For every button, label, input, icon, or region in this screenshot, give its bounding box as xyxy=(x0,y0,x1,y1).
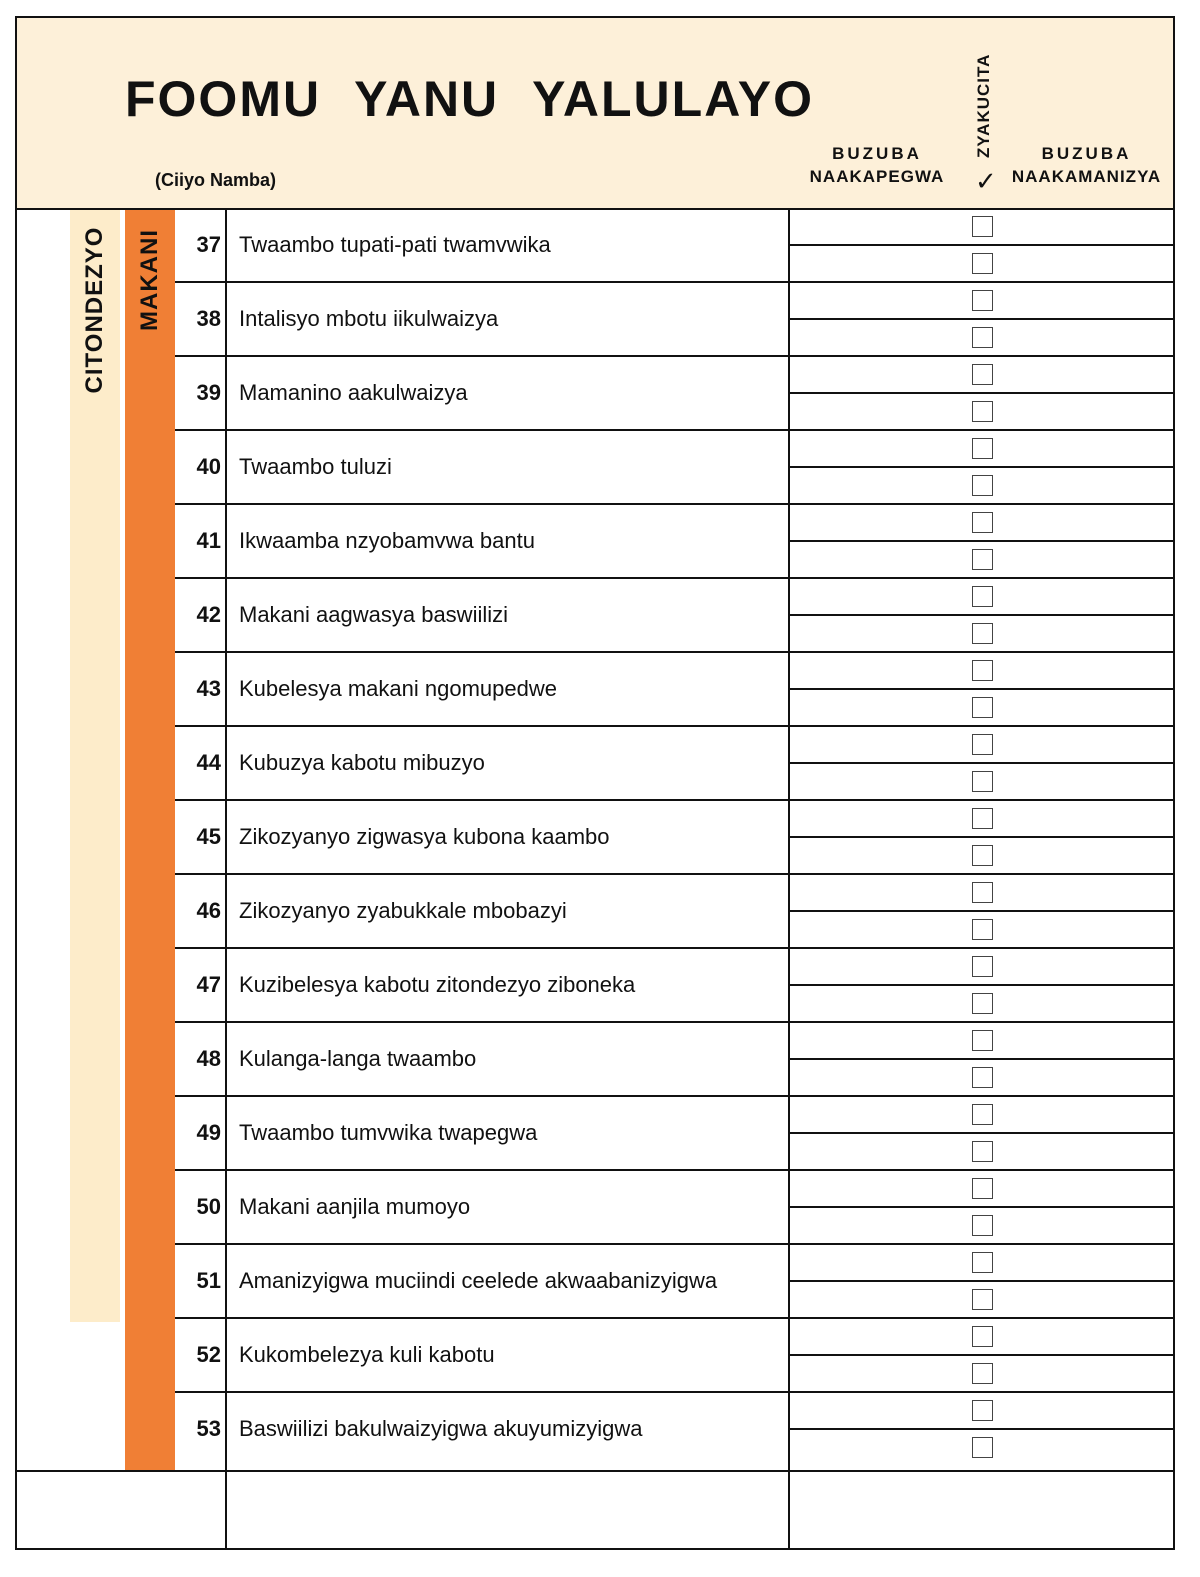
study-form xyxy=(15,16,1175,1550)
row-rule xyxy=(790,762,1173,764)
study-point-title: Zikozyanyo zigwasya kubona kaambo xyxy=(239,824,610,849)
exercise-checkbox[interactable] xyxy=(972,1289,993,1310)
column-divider xyxy=(225,208,227,1550)
study-point-number: 52 xyxy=(196,1342,221,1367)
column-divider xyxy=(788,208,790,1550)
row-rule xyxy=(790,1206,1173,1208)
study-point-row xyxy=(175,282,1173,356)
study-point-title: Mamanino aakulwaizya xyxy=(239,380,468,405)
exercise-checkbox[interactable] xyxy=(972,808,993,829)
study-point-number: 44 xyxy=(196,750,221,775)
exercise-checkbox[interactable] xyxy=(972,623,993,644)
exercise-checkbox[interactable] xyxy=(972,327,993,348)
study-point-row xyxy=(175,800,1173,874)
form-header xyxy=(17,18,1173,210)
column-header-line: NAAKAMANIZYA xyxy=(1011,167,1162,186)
column-header-date-completed xyxy=(1009,142,1164,188)
column-header-line: BUZUBA xyxy=(832,144,922,163)
study-point-number: 53 xyxy=(196,1416,221,1441)
row-rule xyxy=(790,466,1173,468)
category-band xyxy=(70,210,120,1322)
exercise-checkbox[interactable] xyxy=(972,734,993,755)
study-point-number: 41 xyxy=(196,528,221,553)
study-point-row xyxy=(175,1392,1173,1466)
study-point-number: 47 xyxy=(196,972,221,997)
study-point-title: Twaambo tupati-pati twamvwika xyxy=(239,232,551,257)
exercise-checkbox[interactable] xyxy=(972,845,993,866)
exercise-checkbox[interactable] xyxy=(972,1400,993,1421)
row-rule xyxy=(790,1280,1173,1282)
study-point-row xyxy=(175,1318,1173,1392)
row-rule xyxy=(790,1132,1173,1134)
study-point-title: Makani aanjila mumoyo xyxy=(239,1194,471,1219)
study-point-row xyxy=(175,1244,1173,1318)
row-rule xyxy=(790,244,1173,246)
row-rule xyxy=(790,1428,1173,1430)
row-rule xyxy=(790,540,1173,542)
study-point-title: Zikozyanyo zyabukkale mbobazyi xyxy=(239,898,567,923)
study-point-number: 48 xyxy=(196,1046,221,1071)
exercise-checkbox[interactable] xyxy=(972,882,993,903)
study-point-title: Baswiilizi bakulwaizyigwa akuyumizyigwa xyxy=(239,1416,643,1441)
exercise-checkbox[interactable] xyxy=(972,1178,993,1199)
column-header-line: NAAKAPEGWA xyxy=(809,167,945,186)
study-point-row xyxy=(175,652,1173,726)
form-title: FOOMU YANU YALULAYO xyxy=(125,71,814,127)
row-rule xyxy=(790,318,1173,320)
exercise-checkbox[interactable] xyxy=(972,956,993,977)
exercise-checkbox[interactable] xyxy=(972,253,993,274)
study-point-title: Makani aagwasya baswiilizi xyxy=(239,602,509,627)
study-point-row xyxy=(175,1096,1173,1170)
study-point-number: 39 xyxy=(196,380,221,405)
study-point-number: 38 xyxy=(196,306,221,331)
study-point-number: 43 xyxy=(196,676,221,701)
exercise-checkbox[interactable] xyxy=(972,475,993,496)
exercise-checkbox[interactable] xyxy=(972,216,993,237)
study-point-row xyxy=(175,504,1173,578)
exercise-checkbox[interactable] xyxy=(972,1363,993,1384)
exercise-checkbox[interactable] xyxy=(972,993,993,1014)
study-point-row xyxy=(175,1170,1173,1244)
study-point-row xyxy=(175,874,1173,948)
study-point-title: Kubuzya kabotu mibuzyo xyxy=(239,750,485,775)
exercise-checkbox[interactable] xyxy=(972,1067,993,1088)
row-rule xyxy=(790,392,1173,394)
exercise-checkbox[interactable] xyxy=(972,438,993,459)
exercise-checkbox[interactable] xyxy=(972,771,993,792)
row-rule xyxy=(790,1354,1173,1356)
column-header-exercises xyxy=(965,53,995,158)
row-rule xyxy=(790,984,1173,986)
study-point-title: Kubelesya makani ngomupedwe xyxy=(239,676,557,701)
category-band-label: CITONDEZYO xyxy=(81,226,108,394)
study-point-title: Kulanga-langa twaambo xyxy=(239,1046,477,1071)
study-point-title: Ikwaamba nzyobamvwa bantu xyxy=(239,528,535,553)
exercise-checkbox[interactable] xyxy=(972,1215,993,1236)
exercise-checkbox[interactable] xyxy=(972,1141,993,1162)
exercise-checkbox[interactable] xyxy=(972,1437,993,1458)
row-rule xyxy=(790,614,1173,616)
study-point-number: 42 xyxy=(196,602,221,627)
study-point-row xyxy=(175,208,1173,282)
row-rule xyxy=(790,910,1173,912)
exercise-checkbox[interactable] xyxy=(972,290,993,311)
subcategory-band-label: MAKANI xyxy=(136,229,163,331)
form-subtitle: (Ciiyo Namba) xyxy=(155,170,277,190)
row-rule xyxy=(790,688,1173,690)
exercise-checkbox[interactable] xyxy=(972,1326,993,1347)
study-point-title: Kuzibelesya kabotu zitondezyo ziboneka xyxy=(239,972,636,997)
study-point-row xyxy=(175,356,1173,430)
table-bottom-rule xyxy=(17,1470,1173,1472)
study-point-title: Twaambo tumvwika twapegwa xyxy=(239,1120,538,1145)
study-point-number: 46 xyxy=(196,898,221,923)
study-point-row xyxy=(175,1022,1173,1096)
study-point-row xyxy=(175,578,1173,652)
subcategory-band xyxy=(125,210,175,1472)
exercise-checkbox[interactable] xyxy=(972,1252,993,1273)
study-point-row xyxy=(175,726,1173,800)
exercise-checkbox[interactable] xyxy=(972,364,993,385)
row-rule xyxy=(790,836,1173,838)
study-point-number: 45 xyxy=(196,824,221,849)
exercise-checkbox[interactable] xyxy=(972,697,993,718)
study-point-row xyxy=(175,430,1173,504)
exercise-checkbox[interactable] xyxy=(972,549,993,570)
exercise-checkbox[interactable] xyxy=(972,919,993,940)
column-header-exercises-label: ZYAKUCITA xyxy=(974,53,993,158)
exercise-checkbox[interactable] xyxy=(972,1030,993,1051)
exercise-checkbox[interactable] xyxy=(972,401,993,422)
column-header-date-received xyxy=(807,142,947,188)
checkmark-icon: ✓ xyxy=(975,166,997,196)
exercise-checkbox[interactable] xyxy=(972,512,993,533)
study-point-number: 50 xyxy=(196,1194,221,1219)
study-point-row xyxy=(175,948,1173,1022)
column-header-line: BUZUBA xyxy=(1041,144,1132,163)
row-rule xyxy=(790,1058,1173,1060)
study-point-number: 40 xyxy=(196,454,221,479)
study-point-number: 37 xyxy=(196,232,221,257)
exercise-checkbox[interactable] xyxy=(972,586,993,607)
study-point-title: Kukombelezya kuli kabotu xyxy=(239,1342,495,1367)
exercise-checkbox[interactable] xyxy=(972,660,993,681)
study-point-title: Amanizyigwa muciindi ceelede akwaabanizyigwa xyxy=(239,1268,718,1293)
study-point-title: Twaambo tuluzi xyxy=(239,454,392,479)
exercise-checkbox[interactable] xyxy=(972,1104,993,1125)
study-point-number: 49 xyxy=(196,1120,221,1145)
study-point-number: 51 xyxy=(196,1268,221,1293)
study-point-title: Intalisyo mbotu iikulwaizya xyxy=(239,306,499,331)
